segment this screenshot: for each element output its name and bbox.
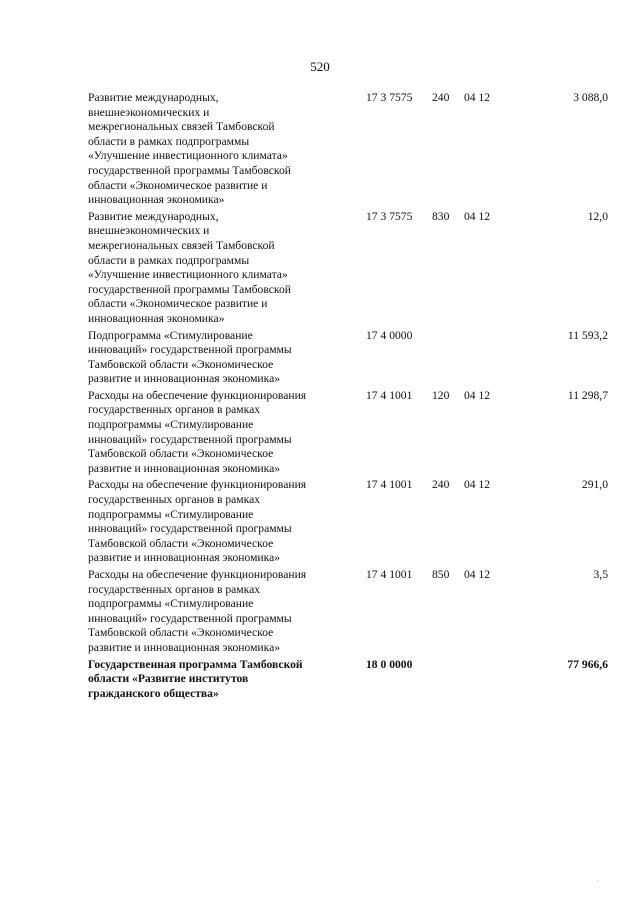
row-expense-type: 850 [432,568,450,581]
row-expense-type [432,658,464,704]
row-expense-type: 830 [432,209,450,223]
row-target-code: 17 3 7575 [366,209,413,223]
row-target-code: 17 4 0000 [366,328,413,342]
row-name: Развитие международных, внешнеэкономических и межрегиональных связей Тамбовской области в рамках подпрограммы «Улучшение инвестиционного климата» государственной программы Тамбовской области «Экономическое развитие и инновационная экономика» [88,91,291,207]
row-section-code [464,329,512,389]
row-section-code: 04 12 [464,568,491,581]
row-expense-type: 240 [432,478,450,492]
row-amount: 3,5 [593,568,608,581]
row-name: Подпрограмма «Стимулирование инноваций» государственной программы Тамбовской области «Экономическое развитие и инновационная экономика» [88,328,292,386]
row-name: Государственная программа Тамбовской области «Развитие институтов гражданского общества» [88,657,303,700]
page-number: 520 [310,59,330,74]
budget-table [88,91,608,703]
row-section-code [464,658,512,704]
row-target-code: 17 4 1001 [366,388,413,402]
scan-speck [597,880,598,881]
table-row [88,91,608,210]
row-section-code: 04 12 [464,91,491,104]
row-section-code: 04 12 [464,388,491,402]
row-expense-type: 240 [432,91,450,104]
row-amount: 77 966,6 [567,657,608,671]
row-name: Расходы на обеспечение функционирования государственных органов в рамках подпрограммы «Стимулирование инноваций» государственной программы Тамбовской области «Экономическое развитие и инновационная экономика» [88,568,307,654]
row-amount: 11 593,2 [567,328,608,342]
row-amount: 11 298,7 [567,388,608,402]
table-row [88,329,608,389]
row-section-code: 04 12 [464,478,491,492]
row-amount: 12,0 [587,209,608,223]
table-row [88,478,608,568]
row-section-code: 04 12 [464,209,491,223]
row-name: Развитие международных, внешнеэкономических и межрегиональных связей Тамбовской области в рамках подпрограммы «Улучшение инвестиционного климата» государственной программы Тамбовской области «Экономическое развитие и инновационная экономика» [88,209,291,325]
table-row [88,389,608,479]
row-target-code: 17 3 7575 [366,91,413,104]
row-target-code: 17 4 1001 [366,478,413,492]
row-name: Расходы на обеспечение функционирования государственных органов в рамках подпрограммы «Стимулирование инноваций» государственной программы Тамбовской области «Экономическое развитие и инновационная экономика» [88,388,307,475]
row-expense-type [432,329,464,389]
row-name: Расходы на обеспечение функционирования государственных органов в рамках подпрограммы «Стимулирование инноваций» государственной программы Тамбовской области «Экономическое развитие и инновационная экономика» [88,478,307,565]
table-row [88,210,608,329]
row-target-code: 17 4 1001 [366,568,413,581]
table-row [88,568,608,658]
row-expense-type: 120 [432,388,450,402]
row-target-code: 18 0 0000 [366,657,413,671]
row-amount: 3 088,0 [573,91,608,104]
row-amount: 291,0 [581,478,608,492]
table-row-program-total [88,658,608,704]
